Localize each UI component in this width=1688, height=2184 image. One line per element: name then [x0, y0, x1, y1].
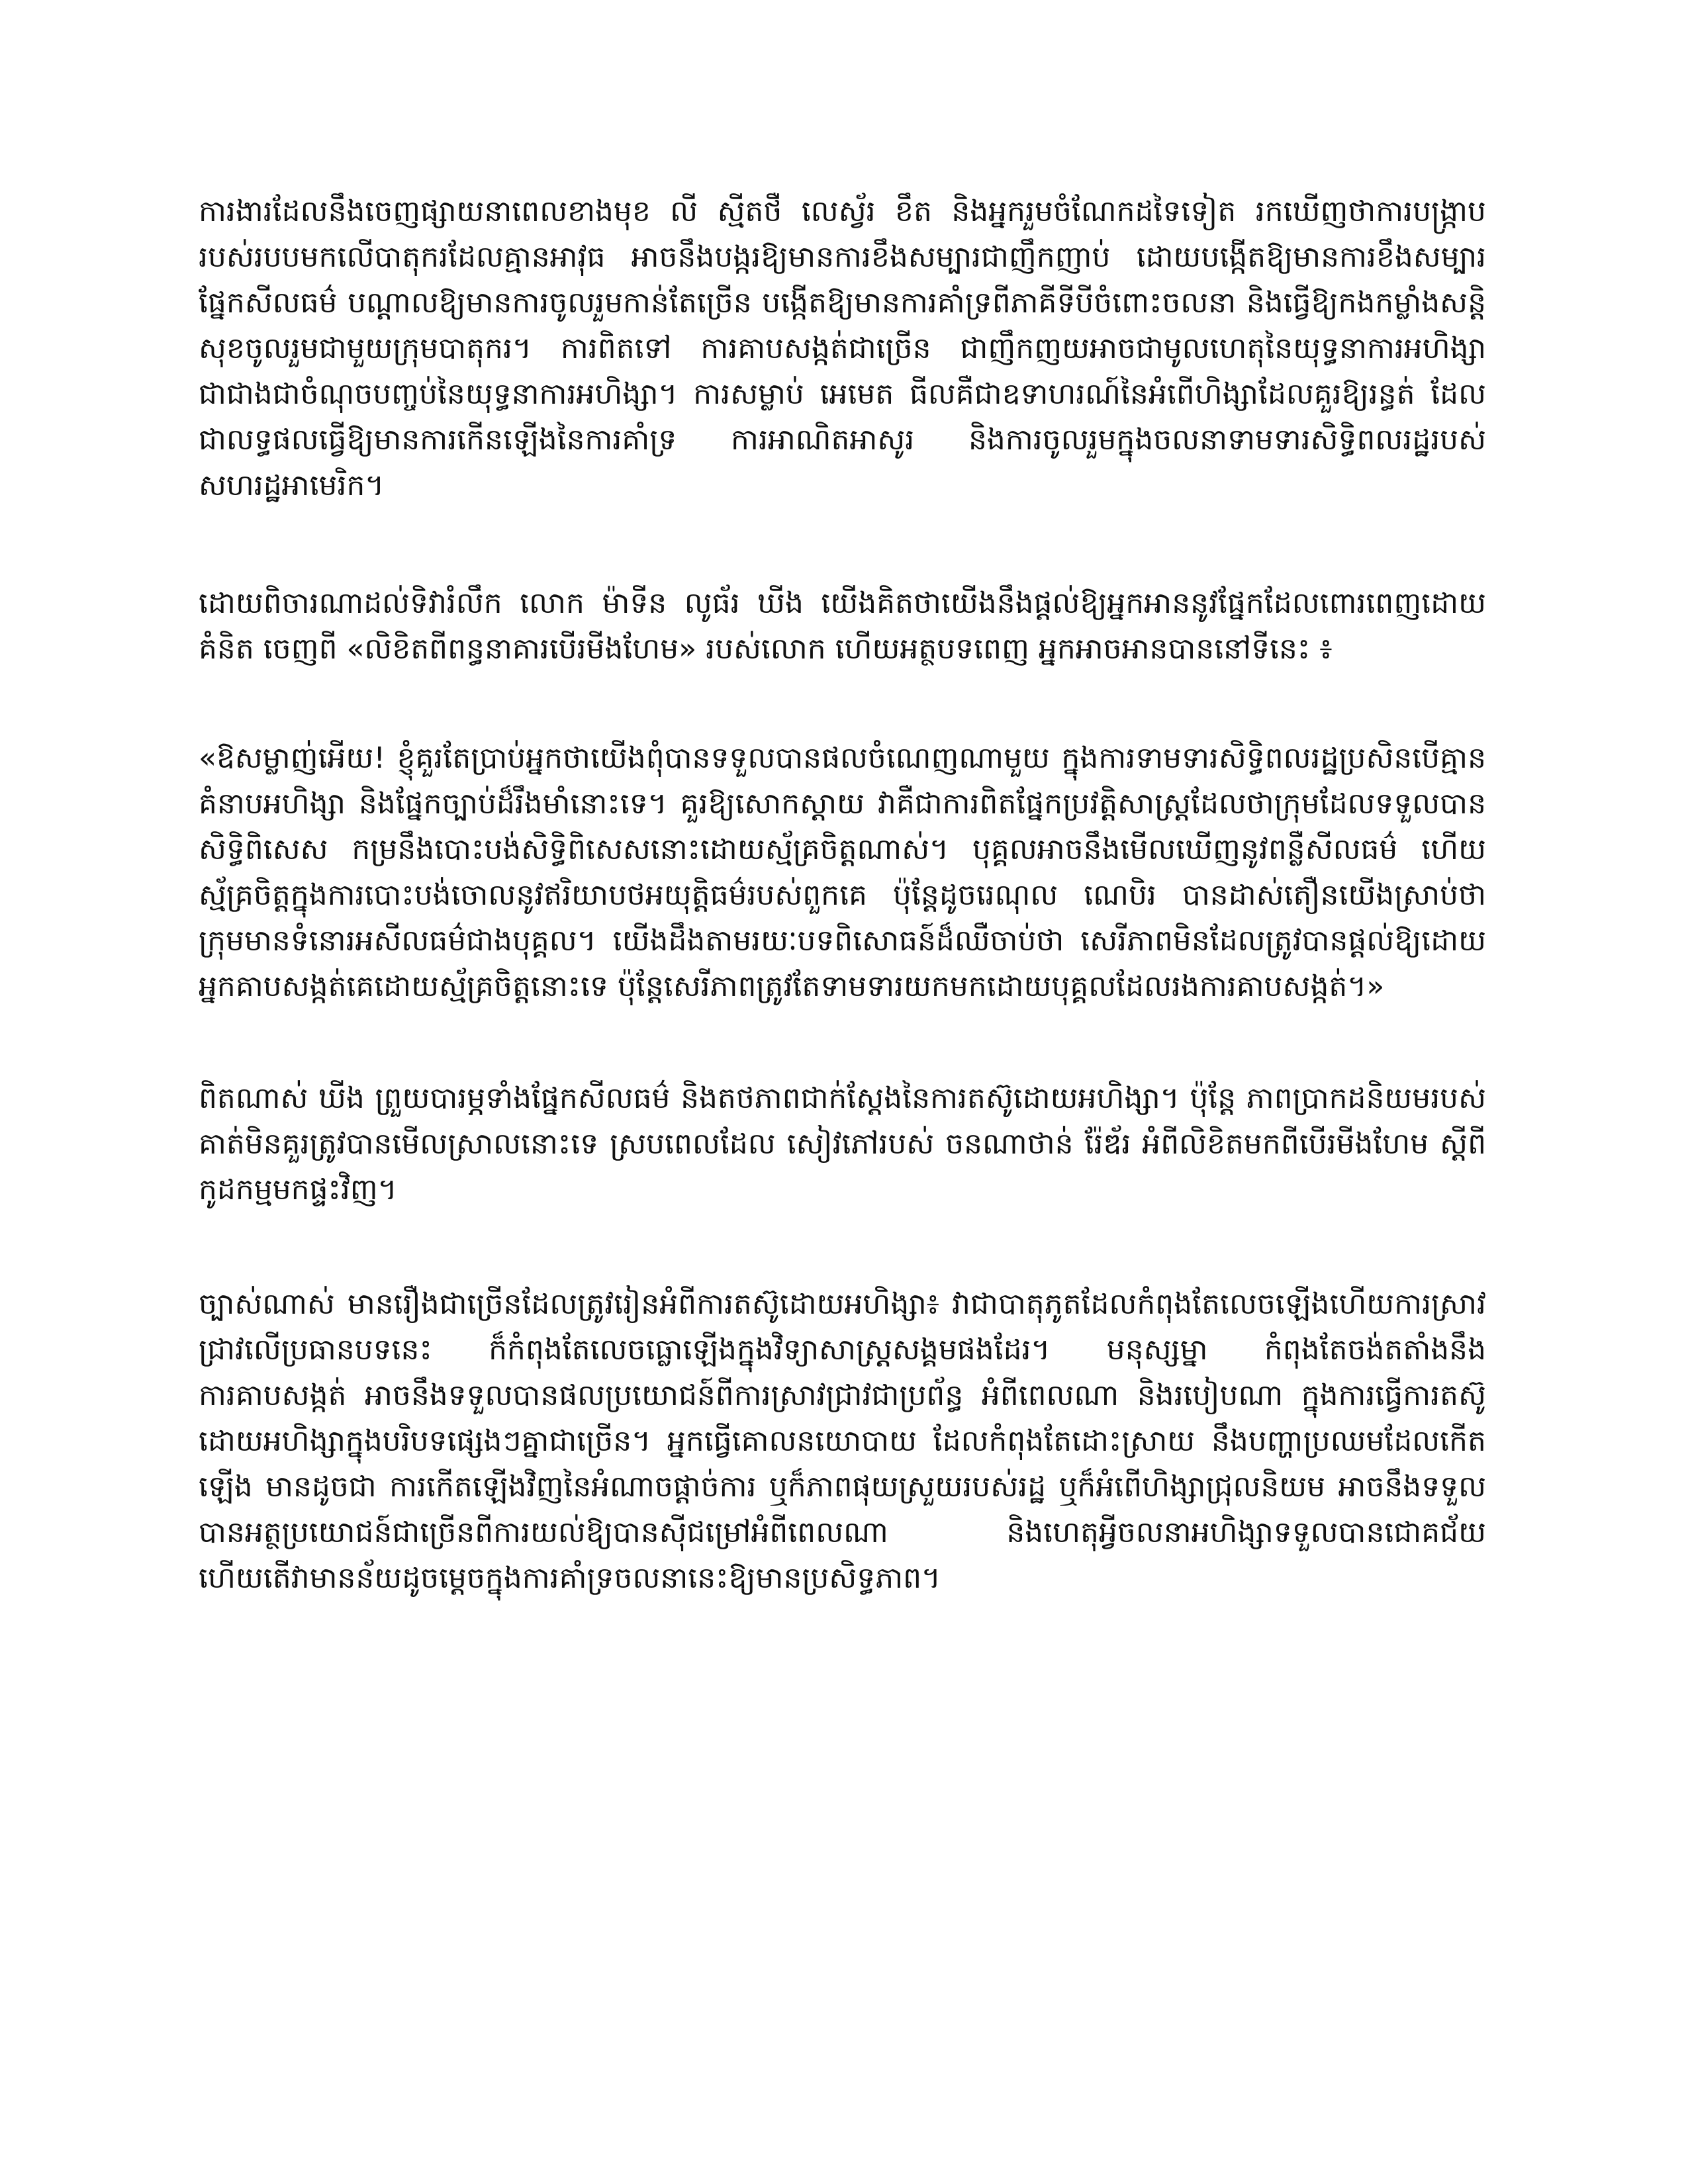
paragraph-5: ច្បាស់ណាស់ មានរឿងជាច្រើនដែលត្រូវរៀនអំពីការតស៊ូដោយអហិង្សា៖ វាជាបាតុភូតដែលកំពុងតែលេចឡើងហើយការស្រាវជ្រាវលើប្រធានបទនេះ ក៏កំពុងតែលេចធ្លោឡើងក្នុងវិទ្យាសាស្ត្រសង្គមផងដែរ។ មនុស្សម្នា កំពុងតែចង់តតាំងនឹងការគាបសង្កត់ អាចនឹងទទួលបានផលប្រយោជន៍ពីការស្រាវជ្រាវជាប្រព័ន្ធ អំពីពេលណា និងរបៀបណា ក្នុងការធ្វើការតស៊ូដោយអហិង្សាក្នុងបរិបទផ្សេងៗគ្នាជាច្រើន។ អ្នកធ្វើគោលនយោបាយ ដែលកំពុងតែដោះស្រាយ នឹងបញ្ហាប្រឈមដែលកើតឡើង មានដូចជា ការកើតឡើងវិញនៃអំណាចផ្តាច់ការ ឬក៏ភាពផុយស្រួយរបស់រដ្ឋ ឬក៏អំពើហិង្សាជ្រុលនិយម អាចនឹងទទួលបានអត្ថប្រយោជន៍ជាច្រើនពីការយល់ឱ្យបានស៊ីជម្រៅអំពីពេលណា និងហេតុអ្វីចលនាអហិង្សាទទួលបានជោគជ័យ ហើយតើវាមានន័យដូចម្តេចក្នុងការគាំទ្រចលនានេះឱ្យមានប្រសិទ្ធភាព។	[199, 1287, 1486, 1595]
paragraph-3-quote: «ឱសម្លាញ់អើយ! ខ្ញុំគួរតែប្រាប់អ្នកថាយើងពុំបានទទួលបានផលចំណេញណាមួយ ក្នុងការទាមទារសិទ្ធិពលរដ្ឋប្រសិនបើគ្មានគំនាបអហិង្សា និងផ្នែកច្បាប់ដ៏រឹងមាំនោះទេ។ គួរឱ្យសោកស្ដាយ វាគឺជាការពិតផ្នែកប្រវត្តិសាស្ត្រដែលថាក្រុមដែលទទួលបានសិទ្ធិពិសេស កម្រនឹងបោះបង់សិទ្ធិពិសេសនោះដោយស្ម័គ្រចិត្តណាស់។ បុគ្គលអាចនឹងមើលឃើញនូវពន្លឺសីលធម៌ ហើយស្ម័គ្រចិត្តក្នុងការបោះបង់ចោលនូវឥរិយាបថអយុត្តិធម៌របស់ពួកគេ ប៉ុន្តែដូចរេណុល ណេបិរ បានដាស់តឿនយើងស្រាប់ថា ក្រុមមានទំនោរអសីលធម៌ជាងបុគ្គល។ យើងដឹងតាមរយៈបទពិសោធន៍ដ៏ឈឺចាប់ថា សេរីភាពមិនដែលត្រូវបានផ្តល់ឱ្យដោយអ្នកគាបសង្កត់គេដោយស្ម័គ្រចិត្តនោះទេ ប៉ុន្តែសេរីភាពត្រូវតែទាមទារយកមកដោយបុគ្គលដែលរងការគាបសង្កត់។»	[199, 741, 1486, 1003]
paragraph-1: ការងារដែលនឹងចេញផ្សាយនាពេលខាងមុខ លី ស្មីតថឺ លេស្វ័រ ខឹត និងអ្នករួមចំណែកដទៃទៀត រកឃើញថាការបង្ក្រាបរបស់របបមកលើបាតុករដែលគ្មានអាវុធ អាចនឹងបង្ករឱ្យមានការខឹងសម្បារជាញឹកញាប់ ដោយបង្កើតឱ្យមានការខឹងសម្បារផ្នែកសីលធម៌ បណ្ដាលឱ្យមានការចូលរួមកាន់តែច្រើន បង្កើតឱ្យមានការគាំទ្រពីភាគីទីបីចំពោះចលនា និងធ្វើឱ្យកងកម្លាំងសន្តិសុខចូលរួមជាមួយក្រុមបាតុករ។ ការពិតទៅ ការគាបសង្កត់ជាច្រើន ជាញឹកញយអាចជាមូលហេតុនៃយុទ្ធនាការអហិង្សា ជាជាងជាចំណុចបញ្ចប់នៃយុទ្ធនាការអហិង្សា។ ការសម្លាប់ អេមេត ធីលគឺជាឧទាហរណ៍នៃអំពើហិង្សាដែលគួរឱ្យរន្ធត់ ដែលជាលទ្ធផលធ្វើឱ្យមានការកើនឡើងនៃការគាំទ្រ ការអាណិតអាសូរ និងការចូលរួមក្នុងចលនាទាមទារសិទ្ធិពលរដ្ឋរបស់សហរដ្ឋអាមេរិក។	[199, 195, 1486, 502]
document-page	[199, 189, 1486, 1601]
paragraph-2: ដោយពិចារណាដល់ទិវារំលឹក លោក ម៉ាទីន លូធ័រ ឃីង យើងគិតថាយើងនឹងផ្តល់ឱ្យអ្នកអាននូវផ្នែកដែលពោរពេញដោយគំនិត ចេញពី «លិខិតពីពន្ធនាគារបើរមីងហែម» របស់លោក ហើយអត្ថបទពេញ អ្នកអាចអានបាននៅទីនេះ ៖	[199, 586, 1486, 666]
paragraph-4: ពិតណាស់ ឃីង ព្រួយបារម្ភទាំងផ្នែកសីលធម៌ និងតថភាពជាក់ស្តែងនៃការតស៊ូដោយអហិង្សា។ ប៉ុន្តែ ភាពប្រាកដនិយមរបស់គាត់មិនគួរត្រូវបានមើលស្រាលនោះទេ ស្របពេលដែល សៀវភៅរបស់ ចនណាថាន់ រ៉ែឌ័រ អំពីលិខិតមកពីបើរមីងហែម ស្តីពីកូដកម្មមកផ្ទះវិញ។	[199, 1081, 1487, 1206]
